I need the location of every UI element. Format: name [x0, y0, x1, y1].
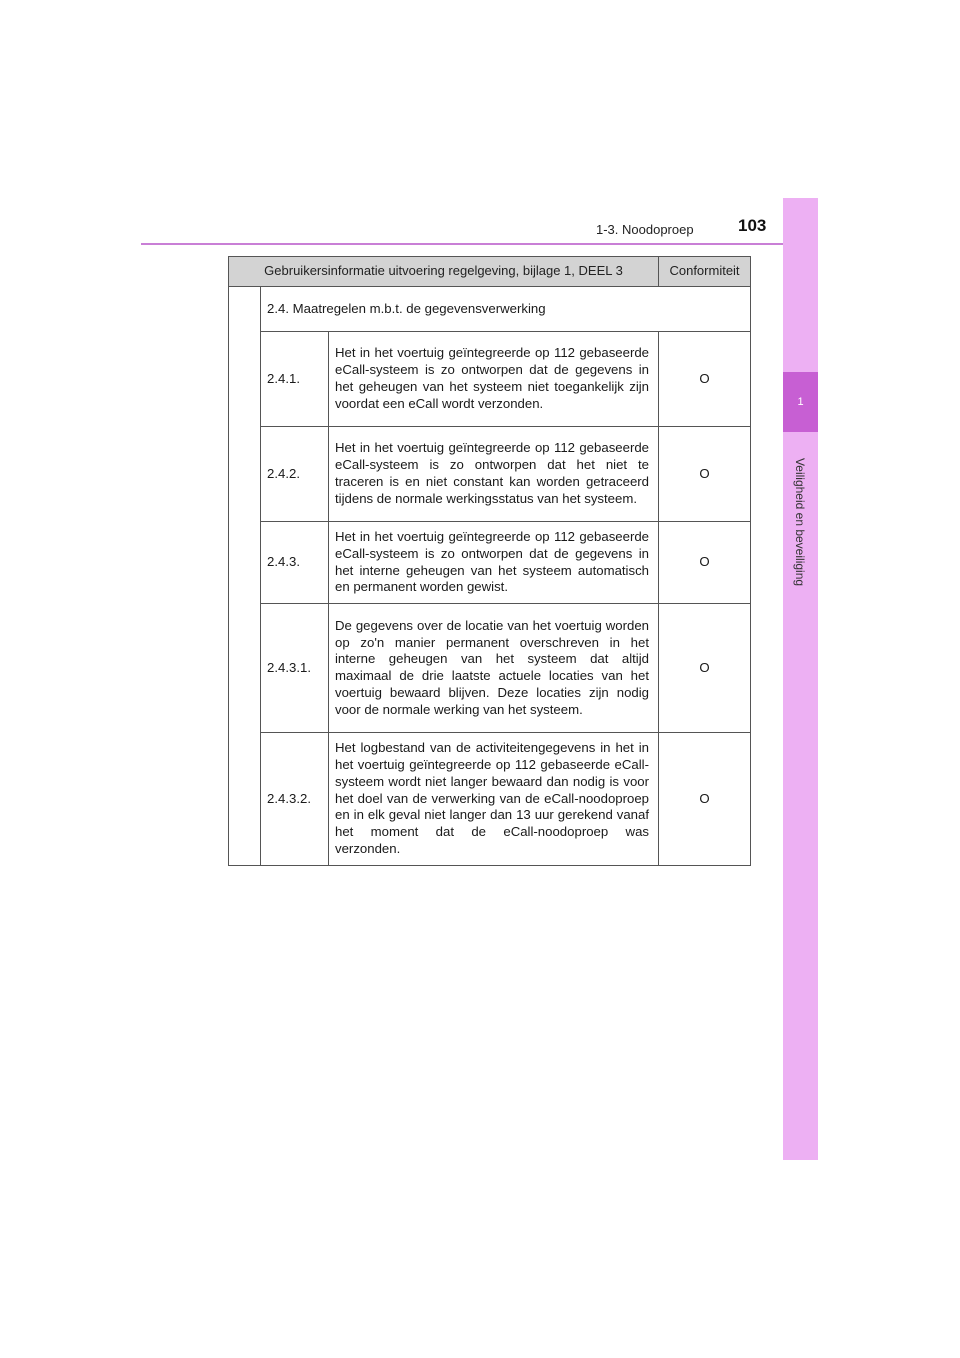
row-conformity: O: [659, 733, 751, 866]
row-text: Het in het voertuig geïntegreerde op 112 gebaseerde eCall-systeem is zo ontworpen dat het niet te traceren is en niet constant kan worden getraceerd tijdens de normale werkingsstatus van het systeem.: [329, 427, 659, 522]
table-row: [229, 332, 751, 427]
group-heading-row: [229, 287, 751, 332]
regulation-table: [228, 256, 751, 866]
row-text: Het logbestand van de activiteitengegevens in het in het voertuig geïntegreerde op 112 gebaseerde eCall-systeem wordt niet langer bewaard dan nodig is voor het doel van de verwerking van de eCall-noodoproep en in elk geval niet langer dan 13 uur gerekend vanaf het moment dat de eCall-noodoproep was verzonden.: [329, 733, 659, 866]
section-title: 1-3. Noodoproep: [596, 222, 694, 237]
row-text: De gegevens over de locatie van het voertuig worden op zo'n manier permanent overschreven in het interne geheugen van het systeem dat altijd maximaal de drie laatste actuele locaties van het voertuig bewaard blijven. Deze locaties zijn nodig voor de normale werking van het systeem.: [329, 604, 659, 733]
header-rule: [141, 243, 818, 245]
row-number: 2.4.1.: [261, 332, 329, 427]
table-row: [229, 522, 751, 604]
table-row: [229, 427, 751, 522]
row-conformity: O: [659, 522, 751, 604]
chapter-number: 1: [797, 396, 804, 408]
row-conformity: O: [659, 427, 751, 522]
indent-cell: [229, 287, 261, 866]
chapter-title: Veiligheid en beveiliging: [793, 457, 807, 587]
row-number: 2.4.2.: [261, 427, 329, 522]
group-heading: 2.4. Maatregelen m.b.t. de gegevensverwerking: [261, 287, 751, 332]
row-number: 2.4.3.1.: [261, 604, 329, 733]
chapter-number-marker: [783, 372, 818, 432]
row-number: 2.4.3.2.: [261, 733, 329, 866]
table-header-row: [229, 257, 751, 287]
column-header-conformity: Conformiteit: [659, 257, 751, 287]
column-header-info: Gebruikersinformatie uitvoering regelgeving, bijlage 1, DEEL 3: [229, 257, 659, 287]
row-conformity: O: [659, 332, 751, 427]
chapter-side-tab: [783, 198, 818, 1160]
table-row: [229, 604, 751, 733]
page-number: 103: [738, 216, 767, 235]
row-text: Het in het voertuig geïntegreerde op 112 gebaseerde eCall-systeem is zo ontworpen dat de gegevens in het geheugen van het systeem niet toegankelijk zijn voordat een eCall wordt verzonden.: [329, 332, 659, 427]
row-text: Het in het voertuig geïntegreerde op 112 gebaseerde eCall-systeem is zo ontworpen dat de gegevens in het interne geheugen van het systeem automatisch en permanent worden gewist.: [329, 522, 659, 604]
row-number: 2.4.3.: [261, 522, 329, 604]
table-row: [229, 733, 751, 866]
row-conformity: O: [659, 604, 751, 733]
